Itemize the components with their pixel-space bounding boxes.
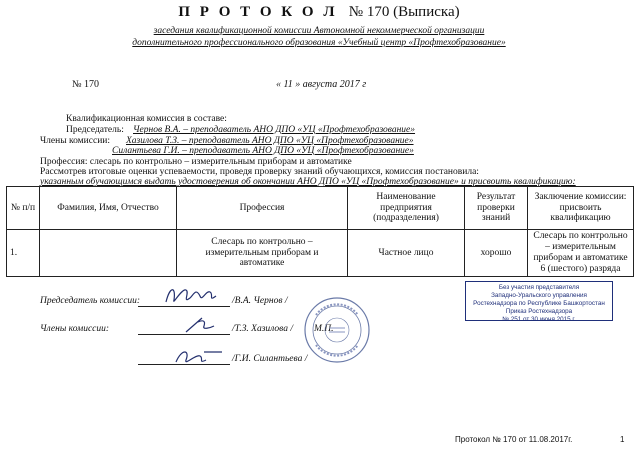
mp-label: М.П.: [314, 324, 334, 334]
chair-label: Председатель:: [66, 125, 124, 135]
sign-members-label: Члены комиссии:: [40, 324, 110, 334]
header-org: Наименование предприятия (подразделения): [348, 187, 465, 230]
chair-signature: [160, 282, 222, 310]
round-seal: [302, 295, 372, 365]
members-label: Члены комиссии:: [40, 136, 111, 146]
header-conclusion: Заключение комиссии: присвоить квалификацию: [528, 187, 634, 230]
sign-chair-label: Председатель комиссии:: [40, 296, 141, 306]
header-line-1: заседания квалификационной комиссии Автономной некоммерческой организации: [153, 26, 485, 36]
member1-value: Хазилова Т.З. – преподаватель АНО ДПО «УЦ «Профтехобразование»: [126, 136, 414, 146]
member1-signature: [180, 312, 220, 336]
table-header-row: [7, 187, 634, 230]
protocol-number: № 170: [72, 79, 100, 90]
stamp-line-4: Приказ Ростехнадзора: [505, 308, 573, 315]
qualification-table: [6, 186, 634, 277]
row-profession: Слесарь по контрольно – измерительным приборам и автоматике: [177, 230, 348, 277]
page-number: 1: [620, 435, 625, 444]
decision-line-2: указанным обучающимся выдать удостоверения об окончании АНО ДПО «УЦ «Профтехобразование» и присвоить квалификацию:: [40, 177, 576, 187]
sign-member1-name: /Т.З. Хазилова /: [232, 324, 293, 334]
member2-signature: [172, 344, 228, 368]
decision-line: Рассмотрев итоговые оценки успеваемости, проведя проверку знаний обучающихся, комиссия постановила:: [40, 167, 479, 177]
member2-value: Силантьева Г.И. – преподаватель АНО ДПО «УЦ «Профтехобразование»: [112, 146, 414, 156]
stamp-line-1: Без участия представителя: [498, 284, 580, 291]
stamp-line-2: Западно-Уральского управления: [491, 292, 587, 299]
row-name: [40, 230, 177, 277]
document-title: П Р О Т О К О Л № 170 (Выписка): [178, 4, 460, 20]
protocol-date: « 11 » августа 2017 г: [276, 79, 367, 90]
row-result: хорошо: [465, 230, 528, 277]
row-num: 1.: [7, 230, 40, 277]
row-conclusion: Слесарь по контрольно – измерительным приборам и автоматике 6 (шестого) разряда: [528, 230, 634, 277]
row-org: Частное лицо: [348, 230, 465, 277]
table-row: [7, 230, 634, 277]
sign-member2-name: /Г.И. Силантьева /: [232, 354, 308, 364]
sign-chair-name: /В.А. Чернов /: [232, 296, 288, 306]
header-name: Фамилия, Имя, Отчество: [40, 187, 177, 230]
header-num: № п/п: [7, 187, 40, 230]
header-line-2: дополнительного профессионального образования «Учебный центр «Профтехобразование»: [132, 38, 506, 48]
stamp-line-3: Ростехнадзора по Республике Башкортостан: [473, 300, 605, 307]
profession-line: Профессия: слесарь по контрольно – измерительным приборам и автоматике: [40, 157, 352, 167]
header-profession: Профессия: [177, 187, 348, 230]
chair-value: Чернов В.А. – преподаватель АНО ДПО «УЦ «Профтехобразование»: [133, 125, 416, 135]
stamp-line-5: № 251 от 30 июня 2015 г.: [502, 316, 576, 323]
commission-intro: Квалификационная комиссия в составе:: [66, 114, 227, 124]
rostekhnadzor-stamp: [465, 281, 613, 321]
footer-text: Протокол № 170 от 11.08.2017г.: [455, 435, 573, 444]
header-result: Результат проверки знаний: [465, 187, 528, 230]
